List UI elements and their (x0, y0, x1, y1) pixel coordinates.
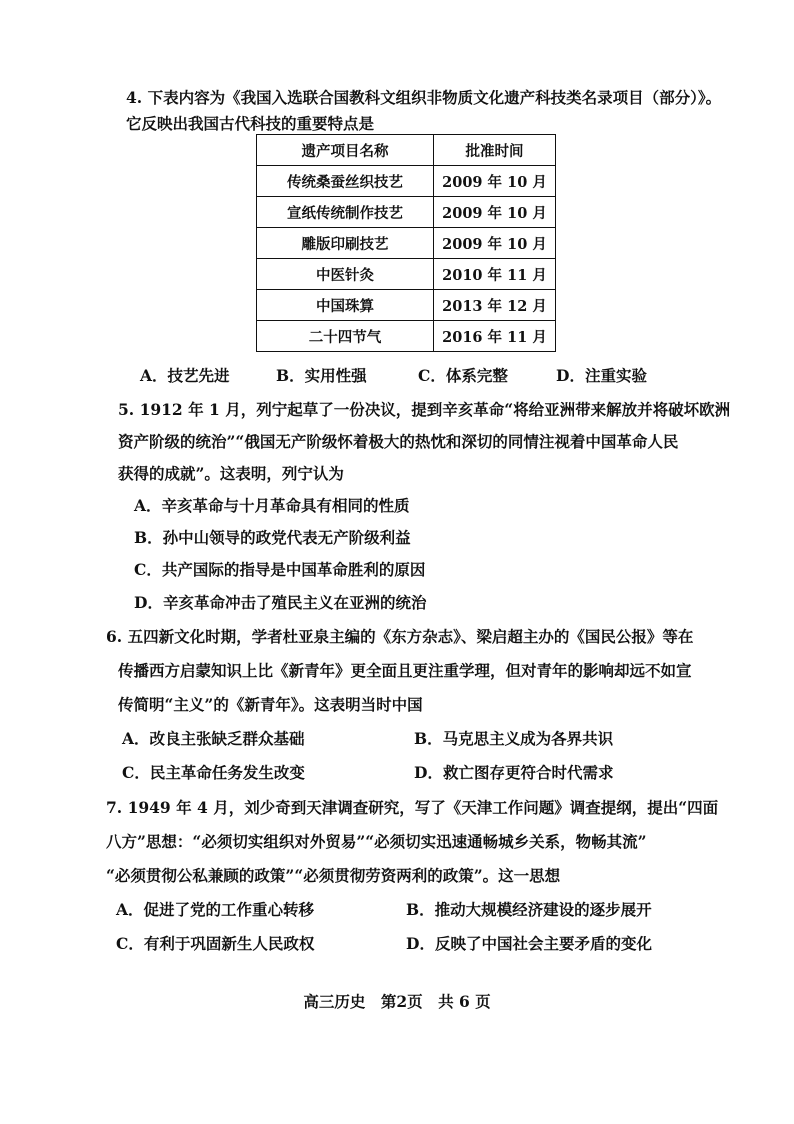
q6-option-c: C．民主革命任务发生改变 (122, 763, 305, 782)
table-row (257, 259, 556, 290)
q5-option-c: C．共产国际的指导是中国革命胜利的原因 (134, 560, 426, 579)
table-header-name: 遗产项目名称 (257, 135, 434, 166)
table-header-row (257, 135, 556, 166)
table-cell-name: 传统桑蚕丝织技艺 (257, 166, 434, 197)
q4-stem-line-2: 它反映出我国古代科技的重要特点是 (126, 114, 375, 133)
table-cell-date: 2010 年 11 月 (434, 259, 556, 290)
q5-stem-line-2: 资产阶级的统治”“俄国无产阶级怀着极大的热忱和深切的同情注视着中国革命人民 (118, 432, 679, 451)
q5-stem-line-1: 5. 1912 年 1 月，列宁起草了一份决议，提到辛亥革命“将给亚洲带来解放并将破坏欧洲 (118, 400, 731, 419)
table-row (257, 166, 556, 197)
table-cell-name: 中医针灸 (257, 259, 434, 290)
q5-option-d: D．辛亥革命冲击了殖民主义在亚洲的统治 (134, 593, 427, 612)
table-row (257, 321, 556, 352)
q6-stem-line-1: 6. 五四新文化时期，学者杜亚泉主编的《东方杂志》、梁启超主办的《国民公报》等在 (106, 627, 694, 646)
q7-stem-line-3: “必须贯彻公私兼顾的政策”“必须贯彻劳资两利的政策”。这一思想 (106, 866, 561, 885)
table-cell-date: 2009 年 10 月 (434, 166, 556, 197)
q7-stem-line-1: 7. 1949 年 4 月，刘少奇到天津调查研究，写了《天津工作问题》调查提纲，提出“四面 (106, 798, 719, 817)
table-cell-name: 宣纸传统制作技艺 (257, 197, 434, 228)
table-cell-date: 2009 年 10 月 (434, 228, 556, 259)
table-cell-name: 二十四节气 (257, 321, 434, 352)
q4-option-a: A．技艺先进 (140, 366, 230, 385)
q7-stem-line-2: 八方”思想：“必须切实组织对外贸易”“必须切实迅速通畅城乡关系，物畅其流” (106, 832, 647, 851)
table-cell-date: 2009 年 10 月 (434, 197, 556, 228)
table-cell-date: 2016 年 11 月 (434, 321, 556, 352)
table-cell-date: 2013 年 12 月 (434, 290, 556, 321)
page-footer: 高三历史 第2页 共 6 页 (303, 992, 491, 1011)
q7-option-d: D．反映了中国社会主要矛盾的变化 (406, 934, 652, 953)
q4-option-d: D．注重实验 (556, 366, 647, 385)
q7-option-c: C．有利于巩固新生人民政权 (116, 934, 315, 953)
heritage-table (256, 134, 556, 352)
table-row (257, 290, 556, 321)
q5-option-a: A．辛亥革命与十月革命具有相同的性质 (134, 496, 410, 515)
table-row (257, 228, 556, 259)
q6-option-a: A．改良主张缺乏群众基础 (122, 729, 305, 748)
q5-stem-line-3: 获得的成就”。这表明，列宁认为 (118, 464, 344, 483)
q5-option-b: B．孙中山领导的政党代表无产阶级利益 (134, 528, 411, 547)
q7-option-b: B．推动大规模经济建设的逐步展开 (406, 900, 652, 919)
q6-stem-line-2: 传播西方启蒙知识上比《新青年》更全面且更注重学理，但对青年的影响却远不如宣 (118, 661, 692, 680)
q6-stem-line-3: 传简明“主义”的《新青年》。这表明当时中国 (118, 695, 423, 714)
q7-option-a: A．促进了党的工作重心转移 (116, 900, 315, 919)
q4-stem-line-1: 4. 下表内容为《我国入选联合国教科文组织非物质文化遗产科技类名录项目（部分）》。 (126, 88, 722, 107)
q4-option-b: B．实用性强 (276, 366, 367, 385)
table-cell-name: 雕版印刷技艺 (257, 228, 434, 259)
q6-option-d: D．救亡图存更符合时代需求 (414, 763, 614, 782)
table-cell-name: 中国珠算 (257, 290, 434, 321)
q6-option-b: B．马克思主义成为各界共识 (414, 729, 614, 748)
q4-option-c: C．体系完整 (418, 366, 508, 385)
table-header-date: 批准时间 (434, 135, 556, 166)
table-row (257, 197, 556, 228)
